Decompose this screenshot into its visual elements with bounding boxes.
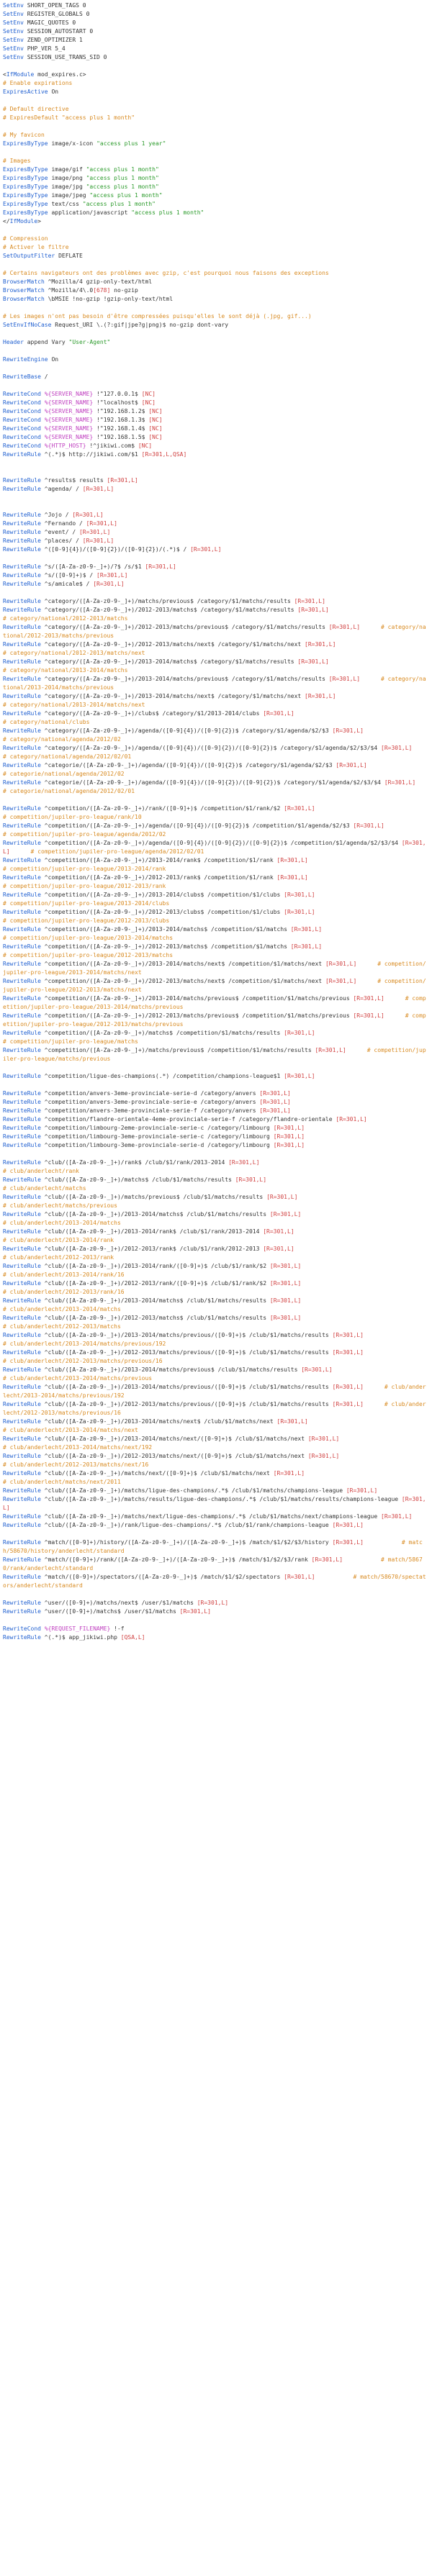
code-line <box>3 1063 429 1072</box>
code-line: RewriteRule ^match/([0-9]+)/history/([A-Za-z0-9-_]+)/([A-Za-z0-9-_]+)$ /match/$1/$2/$3/history [R=301,L] # match/58670/history/anderlecht/standard <box>3 1539 423 1554</box>
code-line: RewriteRule ^competition/anvers-3eme-provinciale-serie-e /category/anvers [R=301,L] <box>3 1099 291 1105</box>
code-line: RewriteRule ^competition/([A-Za-z0-9-_]+)/2012-2013/matchs/next$ /competition/$1/matchs/next [R=301,L] # competition/jupiler-pro-league/2012-2013/matchs/next <box>3 978 426 993</box>
code-line: RewriteRule ^competition/anvers-3eme-provinciale-serie-f /category/anvers [R=301,L] <box>3 1107 291 1114</box>
code-line <box>3 330 429 338</box>
code-line: RewriteRule ^Jojo / [R=301,L] <box>3 512 104 518</box>
code-line: RewriteRule ^competition/([A-Za-z0-9-_]+)/matchs/previous$ /competition/$1/matchs/results [R=301,L] # competition/jupiler-pro-league/matchs/previous <box>3 1047 426 1062</box>
code-line: RewriteRule ^category/([A-Za-z0-9-_]+)/clubs$ /category/$1/2013-2014/clubs [R=301,L] <box>3 710 294 717</box>
code-line: RewriteRule ^match/([0-9]+)/rank/([A-Za-z0-9-_]+)/([A-Za-z0-9-_]+)$ /match/$1/$2/$3/rank [R=301,L] # match/58670/rank/anderlecht/standard <box>3 1556 423 1572</box>
code-line <box>3 459 429 468</box>
code-line <box>3 1530 429 1538</box>
code-line: Header append Vary "User-Agent" <box>3 339 111 345</box>
comment-line: # category/national/2013-2014/matchs <box>3 667 128 674</box>
code-line: SetEnv PHP_VER 5_4 <box>3 45 66 52</box>
code-line: ExpiresByType image/png "access plus 1 month" <box>3 175 159 181</box>
comment-line: # category/national/2013-2014/matchs/next <box>3 702 145 708</box>
code-line: RewriteRule ^club/([A-Za-z0-9-_]+)/2012-2013/matchs/next/([0-9]+)$ /club/$1/matchs/next [R=301,L] <box>3 1453 340 1459</box>
comment-line: # club/anderlecht/matchs/previous <box>3 1202 117 1209</box>
code-line: RewriteRule ^club/([A-Za-z0-9-_]+)/2013-2014/matchs/previous/([0-9]+)$ /club/$1/matchs/results [R=301,L] <box>3 1332 364 1338</box>
code-line <box>3 260 429 269</box>
code-line <box>3 347 429 355</box>
code-line: RewriteRule ^user/([0-9]+)/matchs$ /user/$1/matchs [R=301,L] <box>3 1608 211 1615</box>
comment-line: # competition/jupiler-pro-league/2013-2014/rank <box>3 866 166 872</box>
code-line: RewriteRule ^competition/limbourg-3eme-provinciale-serie-c /category/limbourg [R=301,L] <box>3 1133 305 1140</box>
code-line: RewriteCond %{SERVER_NAME} !"127.0.0.1$ [NC] <box>3 391 156 397</box>
comment-line: # Activer le filtre <box>3 244 69 250</box>
code-line: SetEnv SESSION_USE_TRANS_SID 0 <box>3 54 107 60</box>
code-line <box>3 494 429 502</box>
code-line: RewriteRule ^club/([A-Za-z0-9-_]+)/2012-2013/matchs/previous/([0-9]+)$ /club/$1/matchs/results [R=301,L] # club/anderlecht/2012-2013/matchs/previous/16 <box>3 1401 426 1416</box>
code-line <box>3 1590 429 1599</box>
code-line: RewriteRule ^competition/([A-Za-z0-9-_]+)/rank/([0-9]+)$ /competition/$1/rank/$2 [R=301,L] <box>3 805 315 812</box>
code-line: RewriteRule ^competition/([A-Za-z0-9-_]+)/2013-2014/clubs$ /competition/$1/clubs [R=301,L] <box>3 892 315 898</box>
code-line <box>3 62 429 71</box>
comment-line: # Images <box>3 158 31 164</box>
code-line: RewriteRule ^([0-9]{4})/([0-9]{2})/([0-9]{2})/(.*)$ / [R=301,L] <box>3 546 222 553</box>
code-line: RewriteRule ^competition/([A-Za-z0-9-_]+)/2012-2013/clubs$ /competition/$1/clubs [R=301,L] <box>3 909 315 915</box>
code-line: RewriteRule ^club/([A-Za-z0-9-_]+)/2013-2014/rank/([0-9]+)$ /club/$1/rank/$2 [R=301,L] <box>3 1263 302 1269</box>
comment-line: # category/national/clubs <box>3 719 90 725</box>
code-line: RewriteEngine On <box>3 356 59 363</box>
code-line: RewriteRule ^category/([A-Za-z0-9-_]+)/2013-2014/matchs/previous$ /category/$1/matchs/results [R=301,L] # category/national/2013-2014/matchs/previous <box>3 676 426 691</box>
code-line: RewriteRule ^competition/limbourg-3eme-provinciale-serie-d /category/limbourg [R=301,L] <box>3 1142 305 1148</box>
code-line: </IfModule> <box>3 218 41 225</box>
code-line: RewriteRule ^club/([A-Za-z0-9-_]+)/2013-2014/matchs$ /club/$1/matchs/results [R=301,L] <box>3 1211 302 1217</box>
comment-line: # competition/jupiler-pro-league/2012-2013/rank <box>3 883 166 889</box>
code-line: RewriteRule ^club/([A-Za-z0-9-_]+)/matchs/previous$ /club/$1/matchs/results [R=301,L] <box>3 1194 298 1200</box>
code-line: RewriteRule ^club/([A-Za-z0-9-_]+)/2013-2014/rank$ /club/$1/rank/2013-2014 [R=301,L] <box>3 1228 294 1235</box>
code-line: RewriteRule ^competition/limbourg-2eme-provinciale-serie-c /category/limbourg [R=301,L] <box>3 1125 305 1131</box>
comment-line: # competition/jupiler-pro-league/rank/10 <box>3 814 142 820</box>
comment-line: # club/anderlecht/2013-2014/matchs <box>3 1220 121 1226</box>
code-line <box>3 468 429 476</box>
code-line: SetEnv SESSION_AUTOSTART 0 <box>3 28 94 35</box>
code-line <box>3 226 429 235</box>
code-line: RewriteRule ^competition/([A-Za-z0-9-_]+)/agenda/([0-9]{4})/([0-9]{2})/([0-9]{2})$ /competition/$1/agenda/$2/$3/$4 [R=301,L] # competition/jupiler-pro-league/agenda/2012/02/01 <box>3 840 426 855</box>
code-line: ExpiresByType text/css "access plus 1 month" <box>3 201 156 207</box>
code-line: RewriteRule ^club/([A-Za-z0-9-_]+)/2013-2014/matchs/next$ /club/$1/matchs/next [R=301,L] <box>3 1418 308 1425</box>
code-line: RewriteRule ^club/([A-Za-z0-9-_]+)/2013-2014/matchs/previous/([0-9]+)$ /club/$1/matchs/results [R=301,L] # club/anderlecht/2013-2014/matchs/previous/192 <box>3 1384 426 1399</box>
code-line: RewriteRule ^club/([A-Za-z0-9-_]+)/2013-2014/matchs/next/([0-9]+)$ /club/$1/matchs/next [R=301,L] <box>3 1436 340 1442</box>
code-line: SetEnv SHORT_OPEN_TAGS 0 <box>3 2 86 9</box>
comment-line: # category/national/2012-2013/matchs <box>3 615 128 622</box>
code-line: RewriteRule ^places/ / [R=301,L] <box>3 538 114 544</box>
comment-line: # ExpiresDefault "access plus 1 month" <box>3 114 135 121</box>
code-line: RewriteRule ^competition/flandre-orientale-4eme-provinciale-serie-f /category/flandre-orientale [R=301,L] <box>3 1116 367 1123</box>
comment-line: # club/anderlecht/2012-2013/matchs <box>3 1323 121 1330</box>
code-line: RewriteRule ^s/([0-9]+)$ / [R=301,L] <box>3 572 128 579</box>
code-line: SetEnv MAGIC_QUOTES 0 <box>3 19 76 26</box>
code-line: RewriteRule ^club/([A-Za-z0-9-_]+)/2012-2013/rank/([0-9]+)$ /club/$1/rank/$2 [R=301,L] <box>3 1280 302 1287</box>
comment-line: # club/anderlecht/2012-2013/rank <box>3 1254 114 1261</box>
code-line: SetEnvIfNoCase Request_URI \.(?:gif|jpe?g|png)$ no-gzip dont-vary <box>3 322 229 328</box>
code-line: RewriteRule ^(.*)$ app_jikiwi.php [QSA,L] <box>3 1634 145 1641</box>
code-line <box>3 1081 429 1089</box>
comment-line: # club/anderlecht/2012-2013/rank/16 <box>3 1289 125 1295</box>
code-line: RewriteRule ^s/([A-Za-z0-9-_]+)/?$ /s/$1 [R=301,L] <box>3 563 176 570</box>
code-line: <IfModule mod_expires.c> <box>3 71 86 78</box>
code-line: RewriteRule ^competition/([A-Za-z0-9-_]+)/2013-2014/matchs/previous$ /competition/$1/matchs/previous [R=301,L] # competition/jupiler-pro-league/2013-2014/matchs/previous <box>3 995 426 1010</box>
code-line: RewriteRule ^club/([A-Za-z0-9-_]+)/2012-2013/matchs$ /club/$1/matchs/results [R=301,L] <box>3 1315 302 1321</box>
code-line <box>3 502 429 511</box>
code-line: RewriteCond %{REQUEST_FILENAME} !-f <box>3 1625 125 1632</box>
code-line: RewriteRule ^match/([0-9]+)/spectators/([A-Za-z0-9-_]+)$ /match/$1/$2/spectators [R=301,L] # match/58670/spectators/anderlecht/standard <box>3 1574 426 1589</box>
code-line: RewriteCond %{SERVER_NAME} !"localhost$ [NC] <box>3 399 156 406</box>
comment-line: # club/anderlecht/matchs <box>3 1185 86 1192</box>
code-line: SetOutputFilter DEFLATE <box>3 253 83 259</box>
comment-line: # club/anderlecht/rank <box>3 1168 79 1174</box>
comment-line: # competition/jupiler-pro-league/2012-2013/clubs <box>3 917 170 924</box>
code-line: RewriteRule ^competition/([A-Za-z0-9-_]+)/2012-2013/rank$ /competition/$1/rank [R=301,L] <box>3 874 308 881</box>
comment-line: # club/anderlecht/2013-2014/matchs/previous <box>3 1375 153 1382</box>
code-line: ExpiresByType image/x-icon "access plus 1 year" <box>3 140 166 147</box>
code-line <box>3 1616 429 1625</box>
code-line: RewriteRule ^club/([A-Za-z0-9-_]+)/matchs/results/ligue-des-champions/.*$ /club/$1/matchs/results/champions-league [R=301,L] <box>3 1496 426 1511</box>
code-line: RewriteRule ^category/([A-Za-z0-9-_]+)/2013-2014/matchs$ /category/$1/matchs/results [R=301,L] <box>3 658 329 665</box>
code-line <box>3 554 429 563</box>
comment-line: # My favicon <box>3 132 45 138</box>
code-line: RewriteCond %{SERVER_NAME} !"192.168.1.5$ [NC] <box>3 434 163 440</box>
code-line <box>3 148 429 157</box>
code-line: RewriteRule ^club/([A-Za-z0-9-_]+)/matchs$ /club/$1/matchs/results [R=301,L] <box>3 1176 267 1183</box>
comment-line: # Default directive <box>3 106 69 112</box>
code-line: RewriteRule ^competition/([A-Za-z0-9-_]+)/2013-2014/matchs$ /competition/$1/matchs [R=301,L] <box>3 926 323 933</box>
code-line: RewriteRule ^competition/([A-Za-z0-9-_]+)/2013-2014/rank$ /competition/$1/rank [R=301,L] <box>3 857 308 863</box>
comment-line: # category/national/agenda/2012/02 <box>3 736 121 743</box>
code-line: RewriteCond %{SERVER_NAME} !"192.168.1.3$ [NC] <box>3 417 163 423</box>
comment-line: # Certains navigateurs ont des problèmes avec gzip, c'est pourquoi nous faisons des exceptions <box>3 270 329 276</box>
code-line: RewriteRule ^category/([A-Za-z0-9-_]+)/agenda/([0-9]{4})/([0-9]{2})/([0-9]{2})$ /category/$1/agenda/$2/$3/$4 [R=301,L] # category/national/agenda/2012/02/01 <box>3 745 413 760</box>
code-line: RewriteRule ^results$ results [R=301,L] <box>3 477 138 484</box>
comment-line: # club/anderlecht/2013-2014/matchs <box>3 1306 121 1312</box>
comment-line: # club/anderlecht/2012-2013/matchs/next/16 <box>3 1461 149 1468</box>
comment-line: # club/anderlecht/2013-2014/matchs/previous/192 <box>3 1341 166 1347</box>
code-line: RewriteRule ^user/([0-9]+)/matchs/next$ /user/$1/matchs [R=301,L] <box>3 1600 229 1606</box>
comment-line: # club/anderlecht/2013-2014/rank <box>3 1237 114 1243</box>
code-line: RewriteRule ^category/([A-Za-z0-9-_]+)/2012-2013/matchs/previous$ /category/$1/matchs/results [R=301,L] # category/national/2012-2013/matchs/previous <box>3 624 426 639</box>
code-line: SetEnv REGISTER_GLOBALS 0 <box>3 11 90 17</box>
code-line: RewriteRule ^competition/([A-Za-z0-9-_]+)/matchs$ /competition/$1/matchs/results [R=301,L] <box>3 1030 315 1036</box>
code-line <box>3 122 429 131</box>
code-line: ExpiresByType image/jpg "access plus 1 month" <box>3 183 159 190</box>
code-line: RewriteRule ^competition/([A-Za-z0-9-_]+)/2012-2013/matchs/previous$ /competition/$1/matchs/previous [R=301,L] # competition/jupiler-pro-league/2012-2013/matchs/previous <box>3 1012 426 1028</box>
code-line <box>3 364 429 373</box>
code-line: RewriteRule ^competition/([A-Za-z0-9-_]+)/agenda/([0-9]{4})/([0-9]{2})$ /competition/$1/agenda/$2/$3 [R=301,L] <box>3 822 384 829</box>
code-line: RewriteRule ^club/([A-Za-z0-9-_]+)/2013-2014/matchs/previous$ /club/$1/matchs/results [R=301,L] <box>3 1366 333 1373</box>
code-line: ExpiresByType image/jpeg "access plus 1 month" <box>3 192 163 199</box>
code-line: RewriteBase / <box>3 373 48 380</box>
code-line: RewriteRule ^club/([A-Za-z0-9-_]+)/rank/ligue-des-champions/.*$ /club/$1/rank/champions-league [R=301,L] <box>3 1522 364 1528</box>
code-line: RewriteRule ^club/([A-Za-z0-9-_]+)/2012-2013/matchs/previous/([0-9]+)$ /club/$1/matchs/results [R=301,L] <box>3 1349 364 1356</box>
comment-line: # competition/jupiler-pro-league/2012-2013/matchs <box>3 952 174 958</box>
code-line <box>3 304 429 312</box>
comment-line: # competition/jupiler-pro-league/matchs <box>3 1038 138 1045</box>
code-line: RewriteRule ^club/([A-Za-z0-9-_]+)/2012-2013/rank$ /club/$1/rank/2012-2013 [R=301,L] <box>3 1246 294 1252</box>
code-line: RewriteRule ^agenda/ / [R=301,L] <box>3 486 114 492</box>
code-line <box>3 1150 429 1158</box>
code-line: BrowserMatch \bMSIE !no-gzip !gzip-only-text/html <box>3 296 174 302</box>
comment-line: # categorie/national/agenda/2012/02 <box>3 771 125 777</box>
code-line: RewriteRule ^category/([A-Za-z0-9-_]+)/matchs/previous$ /category/$1/matchs/results [R=301,L] <box>3 598 325 604</box>
comment-line: # Les images n'ont pas besoin d'être compressées puisqu'elles le sont déjà (.jpg, gif...) <box>3 313 312 319</box>
code-line: RewriteRule ^competition/anvers-3eme-provinciale-serie-d /category/anvers [R=301,L] <box>3 1090 291 1097</box>
comment-line: # Compression <box>3 235 48 242</box>
code-line: ExpiresActive On <box>3 89 59 95</box>
comment-line: # competition/jupiler-pro-league/2013-2014/clubs <box>3 900 170 907</box>
code-line: ExpiresByType application/javascript "access plus 1 month" <box>3 209 204 216</box>
code-line: RewriteRule ^category/([A-Za-z0-9-_]+)/2012-2013/matchs$ /category/$1/matchs/results [R=301,L] <box>3 607 329 613</box>
comment-line: # competition/jupiler-pro-league/agenda/2012/02 <box>3 831 166 838</box>
comment-line: # Enable expirations <box>3 80 73 86</box>
code-line: RewriteCond %{SERVER_NAME} !"192.168.1.4$ [NC] <box>3 425 163 432</box>
code-line <box>3 96 429 105</box>
code-line: BrowserMatch ^Mozilla/4\.0[678] no-gzip <box>3 287 138 294</box>
code-line: RewriteRule ^categorie/([A-Za-z0-9-_]+)/agenda/([0-9]{4})/([0-9]{2})/([0-9]{2})$ /category/$1/agenda/$2/$3/$4 [R=301,L] # categorie/national/agenda/2012/02/01 <box>3 779 416 794</box>
comment-line: # category/national/2012-2013/matchs/next <box>3 650 145 656</box>
code-line: RewriteRule ^competition/([A-Za-z0-9-_]+)/2013-2014/matchs/next$ /competition/$1/matchs/next [R=301,L] # competition/jupiler-pro-league/2013-2014/matchs/next <box>3 961 426 976</box>
comment-line: # club/anderlecht/2013-2014/rank/16 <box>3 1271 125 1278</box>
code-line: RewriteCond %{SERVER_NAME} !"192.168.1.2$ [NC] <box>3 408 163 414</box>
comment-line: # club/anderlecht/2013-2014/matchs/next/192 <box>3 1444 153 1451</box>
code-line: RewriteRule ^category/([A-Za-z0-9-_]+)/2013-2014/matchs/next$ /category/$1/matchs/next [R=301,L] <box>3 693 336 699</box>
comment-line: # competition/jupiler-pro-league/2013-2014/matchs <box>3 935 174 941</box>
code-line: RewriteRule ^categorie/([A-Za-z0-9-_]+)/agenda/([0-9]{4})/([0-9]{2})$ /category/$1/agenda/$2/$3 [R=301,L] <box>3 762 367 768</box>
code-line: BrowserMatch ^Mozilla/4 gzip-only-text/html <box>3 278 153 285</box>
code-line: RewriteRule ^club/([A-Za-z0-9-_]+)/matchs/next/ligue-des-champions/.*$ /club/$1/matchs/next/champions-league [R=301,L] <box>3 1513 413 1520</box>
code-line <box>3 796 429 804</box>
code-line: RewriteRule ^Fernando / [R=301,L] <box>3 520 117 527</box>
code-line <box>3 589 429 597</box>
code-line: RewriteRule ^category/([A-Za-z0-9-_]+)/2012-2013/matchs/next$ /category/$1/matchs/next [R=301,L] <box>3 641 336 648</box>
code-line: RewriteRule ^competition/([A-Za-z0-9-_]+)/2012-2013/matchs$ /competition/$1/matchs [R=301,L] <box>3 943 323 950</box>
code-line: RewriteRule ^category/([A-Za-z0-9-_]+)/agenda/([0-9]{4})/([0-9]{2})$ /category/$1/agenda/$2/$3 [R=301,L] <box>3 727 364 734</box>
comment-line: # club/anderlecht/matchs/next/2011 <box>3 1479 121 1485</box>
code-line: RewriteRule ^(.*)$ http://jikiwi.com/$1 [R=301,L,QSA] <box>3 451 187 458</box>
code-line: RewriteCond %{HTTP_HOST} !^jikiwi.com$ [NC] <box>3 443 153 449</box>
code-line: SetEnv ZEND_OPTIMIZER 1 <box>3 37 83 43</box>
comment-line: # club/anderlecht/2013-2014/matchs/next <box>3 1427 138 1433</box>
code-line: RewriteRule ^event/ / [R=301,L] <box>3 529 111 535</box>
code-line: ExpiresByType image/gif "access plus 1 month" <box>3 166 159 173</box>
code-line: RewriteRule ^club/([A-Za-z0-9-_]+)/matchs/next/([0-9]+)$ /club/$1/matchs/next [R=301,L] <box>3 1470 305 1477</box>
code-line: RewriteRule ^club/([A-Za-z0-9-_]+)/rank$ /club/$1/rank/2013-2014 [R=301,L] <box>3 1159 260 1166</box>
code-line: RewriteRule ^club/([A-Za-z0-9-_]+)/matchs/ligue-des-champions/.*$ /club/$1/matchs/champions-league [R=301,L] <box>3 1487 378 1494</box>
code-line: RewriteRule ^club/([A-Za-z0-9-_]+)/2013-2014/matchs$ /club/$1/matchs/results [R=301,L] <box>3 1297 302 1304</box>
code-line: RewriteRule ^s/amicale$ / [R=301,L] <box>3 581 125 587</box>
code-line: RewriteRule ^competition/ligue-des-champions(.*) /competition/champions-league$1 [R=301,L] <box>3 1073 315 1079</box>
comment-line: # club/anderlecht/2012-2013/matchs/previous/16 <box>3 1358 163 1364</box>
code-line <box>3 381 429 390</box>
